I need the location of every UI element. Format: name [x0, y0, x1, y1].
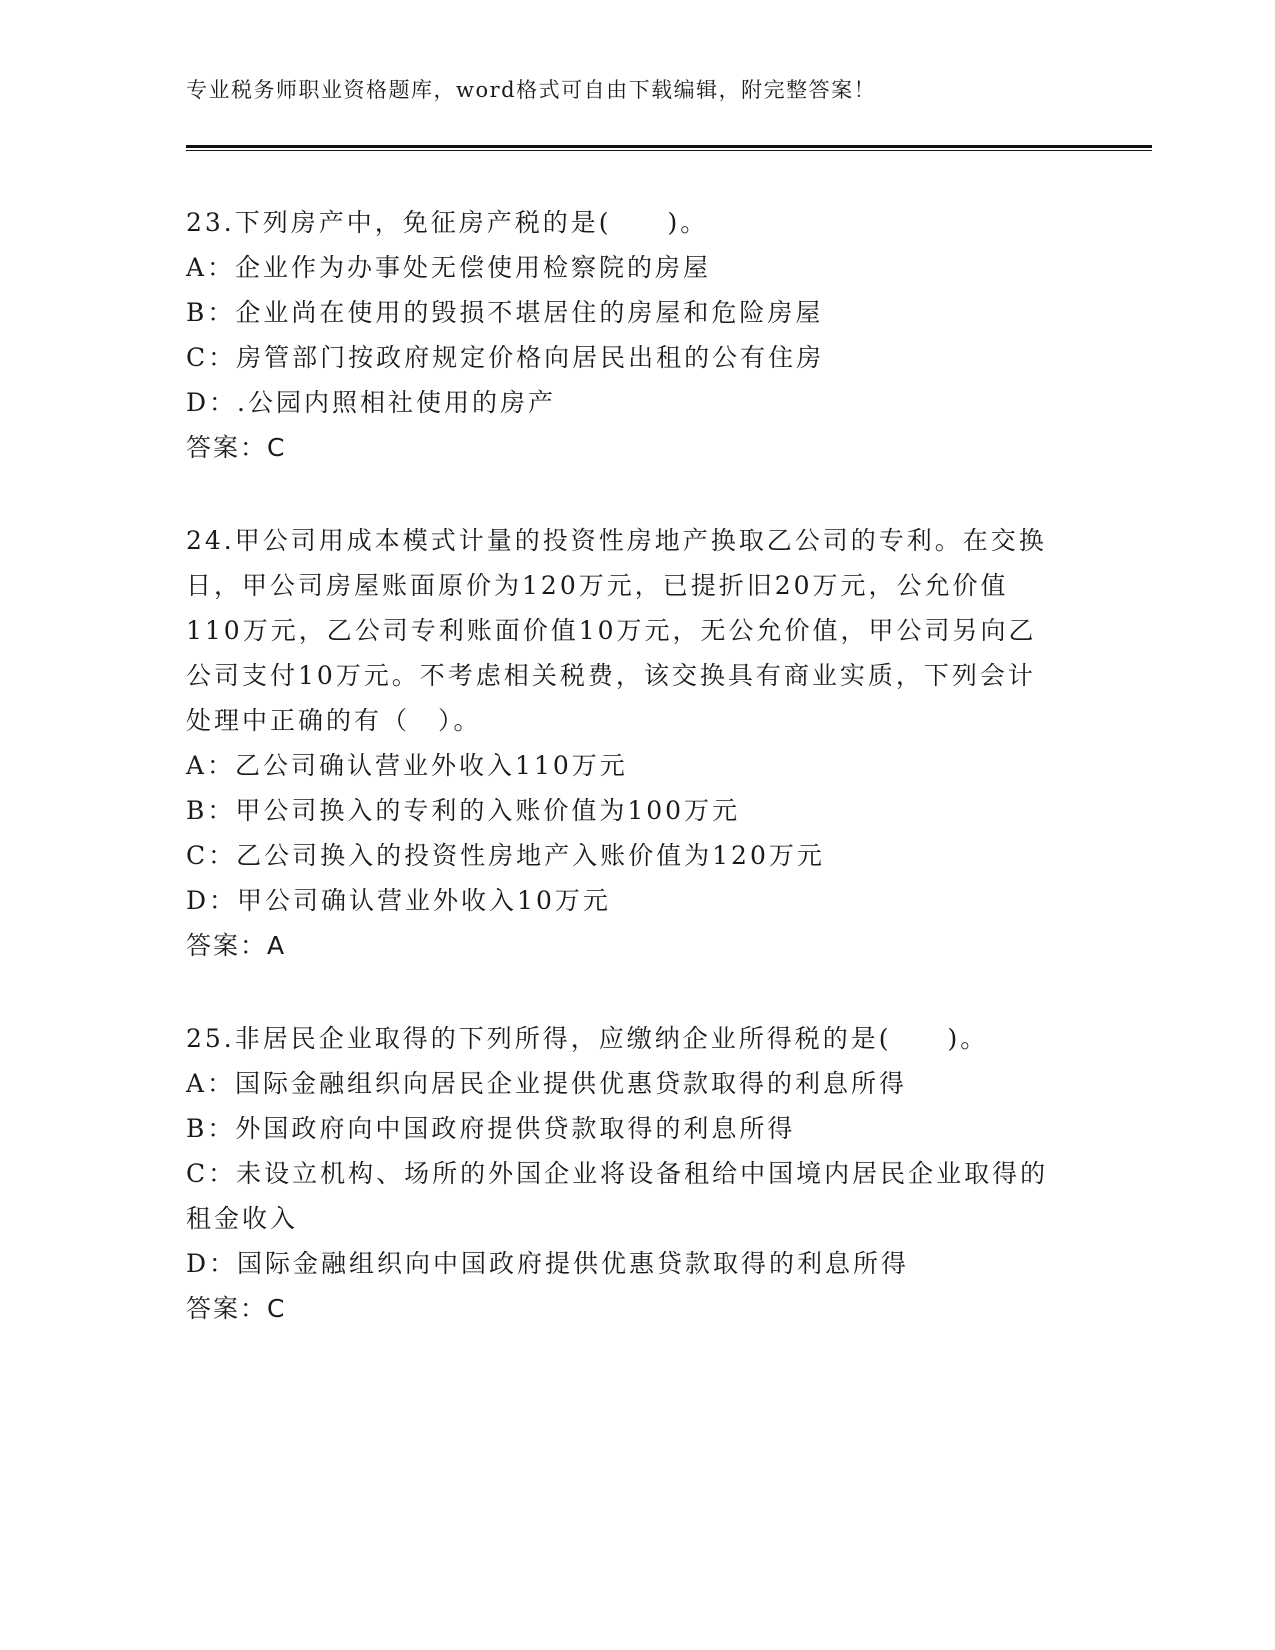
page-header: 专业税务师职业资格题库，word格式可自由下载编辑，附完整答案！	[186, 78, 877, 102]
question-list	[186, 200, 1086, 1379]
question-stem: 24.甲公司用成本模式计量的投资性房地产换取乙公司的专利。在交换	[186, 526, 1047, 555]
option-d: D：甲公司确认营业外收入10万元	[186, 886, 611, 915]
option-c: C：乙公司换入的投资性房地产入账价值为120万元	[186, 841, 825, 870]
option-c-continued: 租金收入	[186, 1204, 299, 1233]
question-stem: 23.下列房产中，免征房产税的是( )。	[186, 208, 709, 237]
question-25	[186, 1016, 1086, 1331]
option-d: D：.公园内照相社使用的房产	[186, 388, 556, 417]
option-c: C：房管部门按政府规定价格向居民出租的公有住房	[186, 343, 825, 372]
question-stem: 处理中正确的有（ ）。	[186, 706, 482, 735]
question-24	[186, 518, 1086, 968]
option-a: A：乙公司确认营业外收入110万元	[186, 751, 628, 780]
question-stem: 25.非居民企业取得的下列所得，应缴纳企业所得税的是( )。	[186, 1024, 989, 1053]
option-b: B：企业尚在使用的毁损不堪居住的房屋和危险房屋	[186, 298, 824, 327]
question-stem: 公司支付10万元。不考虑相关税费，该交换具有商业实质，下列会计	[186, 661, 1036, 690]
question-stem: 日，甲公司房屋账面原价为120万元，已提折旧20万元，公允价值	[186, 571, 1009, 600]
option-b: B：甲公司换入的专利的入账价值为100万元	[186, 796, 741, 825]
option-a: A：国际金融组织向居民企业提供优惠贷款取得的利息所得	[186, 1069, 908, 1098]
option-c: C：未设立机构、场所的外国企业将设备租给中国境内居民企业取得的	[186, 1159, 1049, 1188]
answer-line: 答案：C	[186, 433, 287, 462]
option-d: D：国际金融组织向中国政府提供优惠贷款取得的利息所得	[186, 1249, 910, 1278]
question-23	[186, 200, 1086, 470]
header-divider-thick	[186, 145, 1152, 148]
answer-line: 答案：C	[186, 1294, 287, 1323]
option-b: B：外国政府向中国政府提供贷款取得的利息所得	[186, 1114, 796, 1143]
header-divider-thin	[186, 150, 1152, 151]
question-stem: 110万元，乙公司专利账面价值10万元，无公允价值，甲公司另向乙	[186, 616, 1037, 645]
answer-line: 答案：A	[186, 931, 287, 960]
option-a: A：企业作为办事处无偿使用检察院的房屋	[186, 253, 712, 282]
